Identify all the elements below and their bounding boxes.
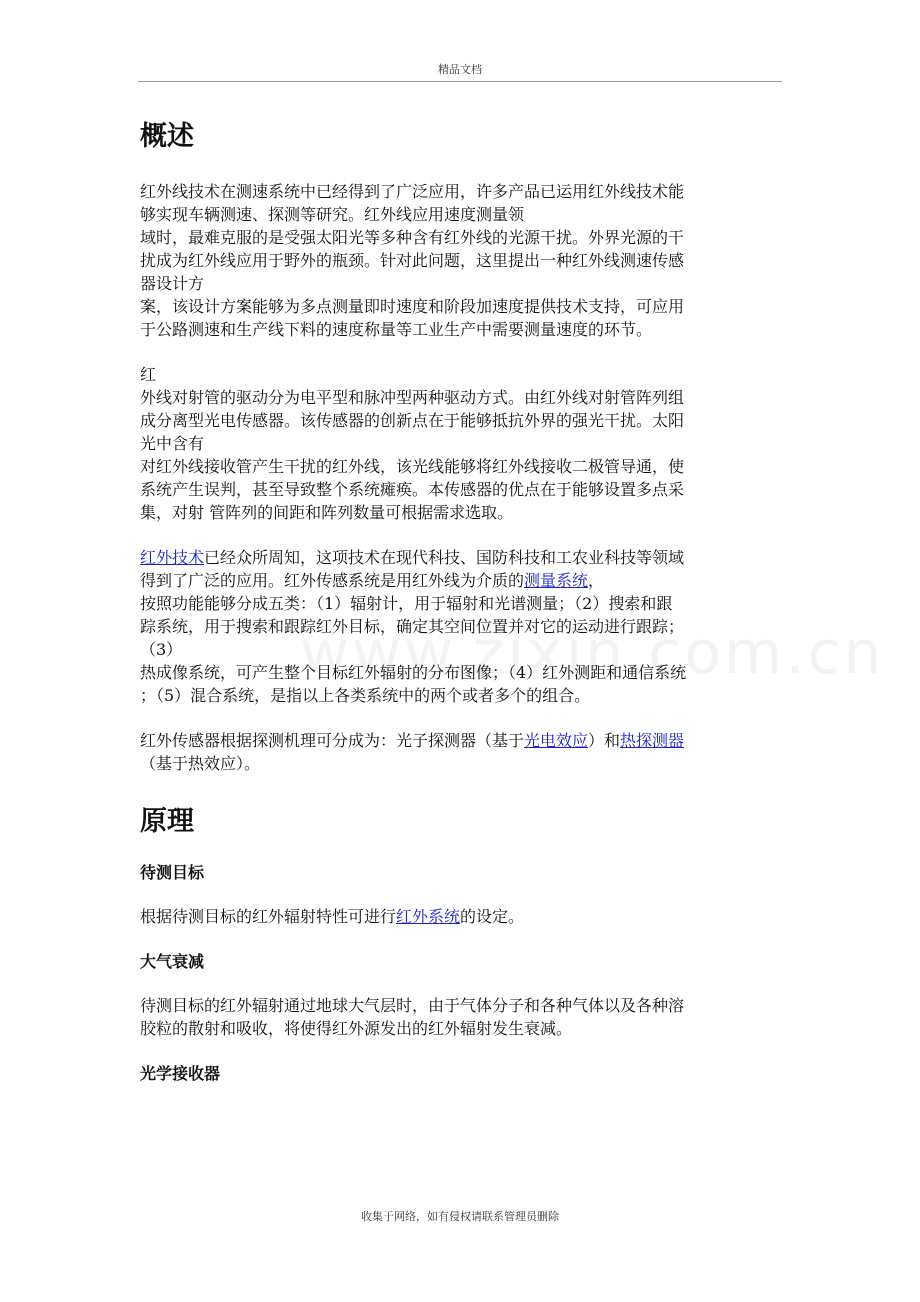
- subheading-attenuation: 大气衰减: [140, 952, 205, 971]
- text-run: 已经众所周知，这项技术在现代科技、国防科技和工农业科技等领域: [204, 548, 685, 567]
- page-header: 精品文档: [438, 63, 482, 76]
- text-line: 扰成为红外线应用于野外的瓶颈。针对此问题，这里提出一种红外线测速传感: [140, 251, 685, 270]
- link-photoelectric-effect[interactable]: 光电效应: [524, 731, 589, 750]
- section-title-overview: 概述: [140, 121, 194, 152]
- text-line: 案，该设计方案能够为多点测量即时速度和阶段加速度提供技术支持，可应用: [140, 297, 685, 316]
- text-line: 光中含有: [140, 434, 205, 453]
- text-run: 得到了广泛的应用。红外传感系统是用红外线为介质的: [140, 571, 525, 590]
- link-measurement-system[interactable]: 测量系统: [524, 571, 589, 590]
- text-line: （3）: [140, 640, 183, 659]
- text-run: ，: [588, 571, 605, 590]
- text-line: 成分离型光电传感器。该传感器的创新点在于能够抵抗外界的强光干扰。太阳: [140, 411, 685, 430]
- text-line: [140, 905, 776, 928]
- text-run: 的设定。: [460, 907, 525, 926]
- text-line: 域时，最难克服的是受强太阳光等多种含有红外线的光源干扰。外界光源的干: [140, 228, 685, 247]
- text-line: 热成像系统，可产生整个目标红外辐射的分布图像；（4）红外测距和通信系统: [140, 663, 687, 682]
- section-title-principle: 原理: [140, 806, 194, 837]
- paragraph-attenuation: [140, 994, 776, 1040]
- text-line: 集，对射 管阵列的间距和阵列数量可根据需求选取。: [140, 503, 514, 522]
- text-run: 红外传感器根据探测机理可分成为：光子探测器（基于: [140, 731, 525, 750]
- text-line: 系统产生误判，甚至导致整个系统瘫痪。本传感器的优点在于能够设置多点采: [140, 480, 685, 499]
- text-line: 踪系统，用于搜索和跟踪红外目标，确定其空间位置并对它的运动进行跟踪；: [140, 617, 685, 636]
- link-thermal-detector[interactable]: 热探测器: [620, 731, 685, 750]
- paragraph-overview-1: [140, 180, 776, 341]
- text-line: 待测目标的红外辐射通过地球大气层时，由于气体分子和各种气体以及各种溶: [140, 996, 685, 1015]
- link-infrared-system[interactable]: 红外系统: [396, 907, 461, 926]
- text-line: 外线对射管的驱动分为电平型和脉冲型两种驱动方式。由红外线对射管阵列组: [140, 388, 685, 407]
- text-line: 红: [140, 365, 157, 384]
- paragraph-overview-2: [140, 363, 776, 524]
- text-run: 根据待测目标的红外辐射特性可进行: [140, 907, 397, 926]
- paragraph-overview-4: [140, 729, 776, 775]
- text-line: 器设计方: [140, 274, 205, 293]
- text-line: 按照功能能够分成五类：（1）辐射计，用于辐射和光谱测量；（2）搜索和跟: [140, 594, 673, 613]
- subheading-receiver: 光学接收器: [140, 1064, 221, 1083]
- link-infrared-technology[interactable]: 红外技术: [140, 548, 205, 567]
- text-line: [140, 569, 776, 592]
- text-line: 红外线技术在测速系统中已经得到了广泛应用，许多产品已运用红外线技术能: [140, 182, 685, 201]
- text-line: 于公路测速和生产线下料的速度称量等工业生产中需要测量速度的环节。: [140, 320, 653, 339]
- text-line: （基于热效应）。: [140, 754, 261, 773]
- text-line: [140, 546, 776, 569]
- subheading-target: 待测目标: [140, 863, 205, 882]
- text-line: 胶粒的散射和吸收，将使得红外源发出的红外辐射发生衰减。: [140, 1019, 573, 1038]
- paragraph-target: [140, 905, 776, 928]
- text-line: 对红外线接收管产生干扰的红外线，该光线能够将红外线接收二极管导通，使: [140, 457, 685, 476]
- text-line: 够实现车辆测速、探测等研究。红外线应用速度测量领: [140, 205, 525, 224]
- text-run: ）和: [588, 731, 621, 750]
- text-line: [140, 729, 776, 752]
- paragraph-overview-3: [140, 546, 776, 707]
- document-body: [140, 116, 776, 1086]
- text-line: ；（5）混合系统，是指以上各类系统中的两个或者多个的组合。: [140, 686, 591, 705]
- header-rule: [138, 81, 782, 82]
- page-footer: 收集于网络，如有侵权请联系管理员删除: [361, 1210, 559, 1223]
